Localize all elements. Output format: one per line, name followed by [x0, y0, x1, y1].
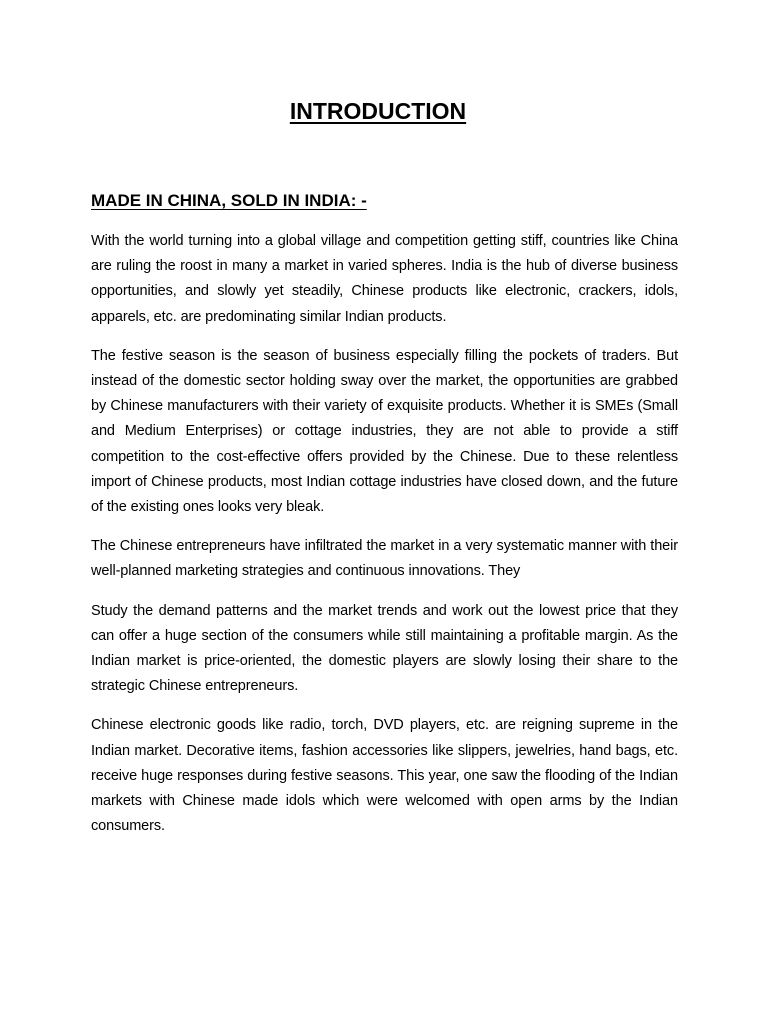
paragraph: The festive season is the season of business especially filling the pockets of traders. But instead of the domestic sector holding sway over the market, the opportunities are grabbed by Chinese manufacturers with their variety of exquisite products. Whether it is SMEs (Small and Medium Enterprises) or cottage industries, they are not able to provide a stiff competition to the cost-effective offers provided by the Chinese. Due to these relentless import of Chinese products, most Indian cottage industries have closed down, and the future of the existing ones looks very bleak.: [91, 347, 678, 516]
section-heading: MADE IN CHINA, SOLD IN INDIA: -: [91, 191, 367, 210]
page-title: INTRODUCTION: [289, 98, 467, 124]
paragraph: Chinese electronic goods like radio, torch, DVD players, etc. are reigning supreme in the Indian market. Decorative items, fashion accessories like slippers, jewelries, hand bags, etc. receive huge responses during festive seasons. This year, one saw the flooding of the Indian markets with Chinese made idols which were welcomed with open arms by the Indian consumers.: [91, 717, 678, 835]
document-body: [91, 229, 678, 853]
paragraph: Study the demand patterns and the market trends and work out the lowest price that they can offer a huge section of the consumers while still maintaining a profitable margin. As the Indian market is price-oriented, the domestic players are slowly losing their share to the strategic Chinese entrepreneurs.: [91, 602, 678, 695]
paragraph: With the world turning into a global village and competition getting stiff, countries like China are ruling the roost in many a market in varied spheres. India is the hub of diverse business opportunities, and slowly yet steadily, Chinese products like electronic, crackers, idols, apparels, etc. are predominating similar Indian products.: [91, 233, 678, 325]
paragraph: The Chinese entrepreneurs have infiltrated the market in a very systematic manner with their well-planned marketing strategies and continuous innovations. They: [91, 538, 678, 580]
